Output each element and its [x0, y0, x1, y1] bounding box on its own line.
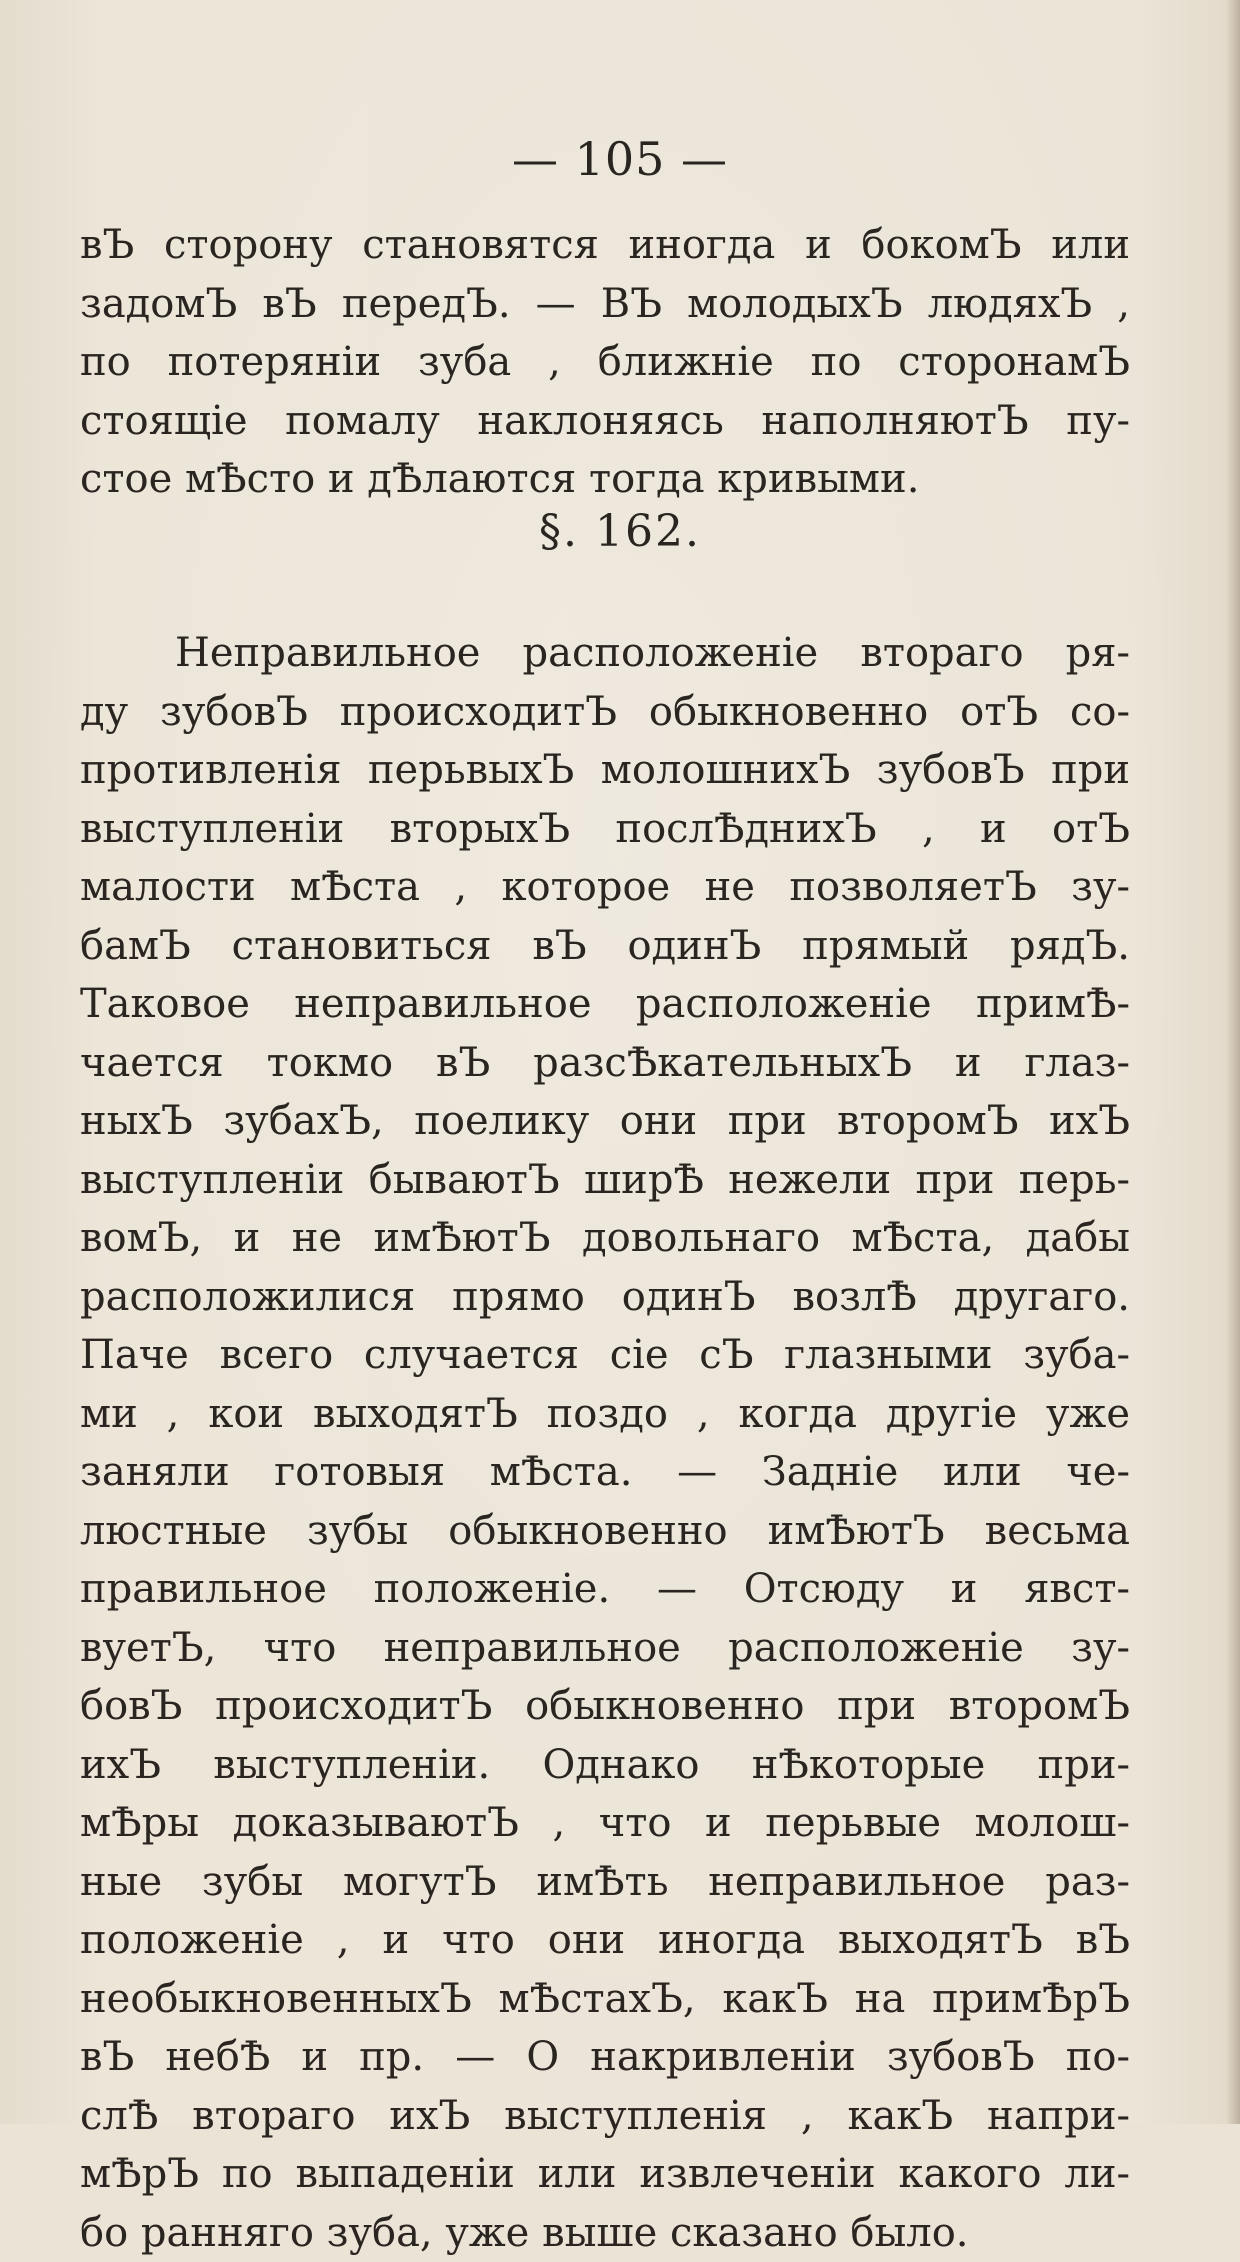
page-number: — 105 —: [0, 132, 1240, 186]
text-line: расположилися прямо одинЪ возлѢ другаго.: [80, 1268, 1130, 1327]
text-line: бо ранняго зуба, уже выше сказано было.: [80, 2204, 1130, 2262]
text-line: Паче всего случается сіе сЪ глазными зуба-: [80, 1326, 1130, 1385]
paragraph-continued: [80, 216, 1130, 509]
text-line: правильное положеніе. — Отсюду и явст-: [80, 1560, 1130, 1619]
text-line: ду зубовЪ происходитЪ обыкновенно отЪ со-: [80, 683, 1130, 742]
text-line: выступленіи вторыхЪ послѢднихЪ , и отЪ: [80, 800, 1130, 859]
text-line: стоящіе помалу наклоняясь наполняютЪ пу-: [80, 392, 1130, 451]
text-line: ми , кои выходятЪ поздо , когда другіе уже: [80, 1385, 1130, 1444]
paragraph-section-162: [80, 624, 1130, 2262]
text-line: заняли готовыя мѢста. — Задніе или че-: [80, 1443, 1130, 1502]
text-line: противленія перьвыхЪ молошнихЪ зубовЪ при: [80, 741, 1130, 800]
text-line: мѢрЪ по выпаденіи или извлеченіи какого ли-: [80, 2145, 1130, 2204]
text-line: стое мѢсто и дѢлаются тогда кривыми.: [80, 450, 1130, 509]
text-line: мѢры доказываютЪ , что и перьвые молош-: [80, 1794, 1130, 1853]
text-line: люстные зубы обыкновенно имѢютЪ весьма: [80, 1502, 1130, 1561]
text-line: ныхЪ зубахЪ, поелику они при второмЪ ихЪ: [80, 1092, 1130, 1151]
text-line: положеніе , и что они иногда выходятЪ вЪ: [80, 1911, 1130, 1970]
text-line: Неправильное расположеніе втораго ря-: [80, 624, 1130, 683]
text-line: вЪ небѢ и пр. — О накривленіи зубовЪ по-: [80, 2028, 1130, 2087]
text-line: слѢ втораго ихЪ выступленія , какЪ напри-: [80, 2087, 1130, 2146]
text-line: ихЪ выступленіи. Однако нѢкоторые при-: [80, 1736, 1130, 1795]
text-line: бовЪ происходитЪ обыкновенно при второмЪ: [80, 1677, 1130, 1736]
text-line: вЪ сторону становятся иногда и бокомЪ или: [80, 216, 1130, 275]
text-line: вуетЪ, что неправильное расположеніе зу-: [80, 1619, 1130, 1678]
section-heading: §. 162.: [0, 506, 1240, 557]
text-line: бамЪ становиться вЪ одинЪ прямый рядЪ.: [80, 917, 1130, 976]
text-line: Таковое неправильное расположеніе примѢ-: [80, 975, 1130, 1034]
text-line: выступленіи бываютЪ ширѢ нежели при перь-: [80, 1151, 1130, 1210]
text-line: ные зубы могутЪ имѢть неправильное раз-: [80, 1853, 1130, 1912]
text-line: малости мѢста , которое не позволяетЪ зу-: [80, 858, 1130, 917]
text-line: задомЪ вЪ передЪ. — ВЪ молодыхЪ людяхЪ ,: [80, 275, 1130, 334]
text-line: по потеряніи зуба , ближніе по сторонамЪ: [80, 333, 1130, 392]
text-line: вомЪ, и не имѢютЪ довольнаго мѢста, дабы: [80, 1209, 1130, 1268]
text-line: чается токмо вЪ разсѢкательныхЪ и глаз-: [80, 1034, 1130, 1093]
text-line: необыкновенныхЪ мѢстахЪ, какЪ на примѢрЪ: [80, 1970, 1130, 2029]
page-edge-shadow: [1226, 0, 1240, 2124]
